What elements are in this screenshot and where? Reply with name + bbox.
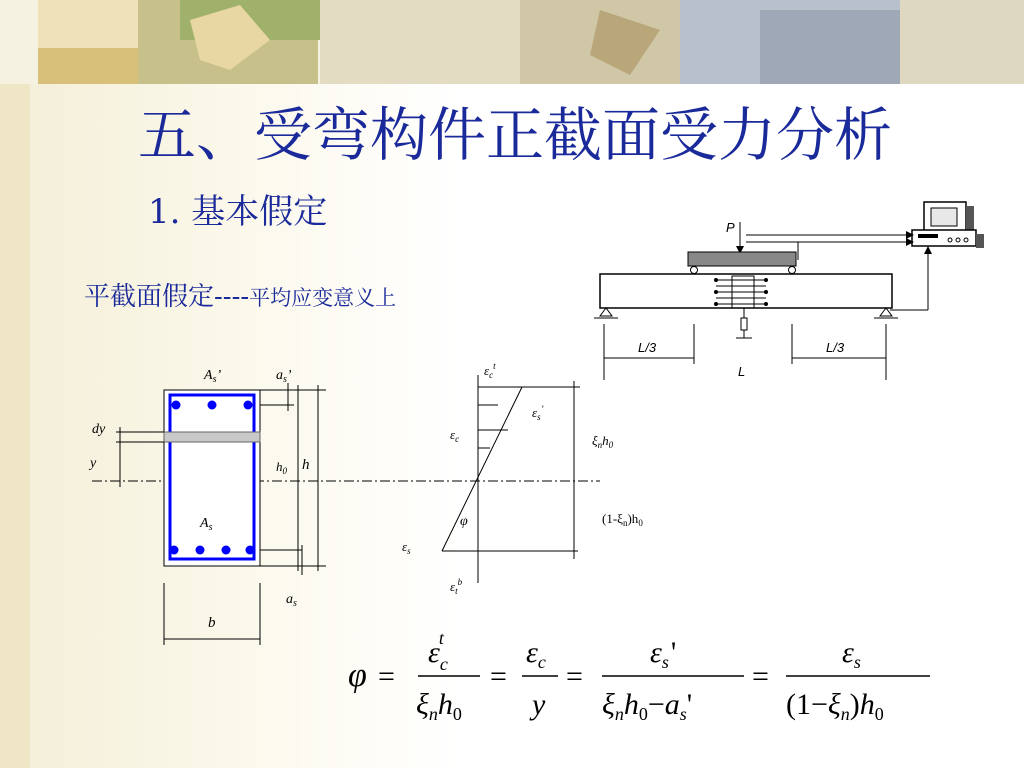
eq-frac1-num: $\varepsilon_ct$: [428, 628, 448, 674]
eq-lhs: φ: [348, 657, 367, 694]
eq-frac4-num: $\varepsilon_s$: [842, 636, 861, 672]
eq-frac2-num: $\varepsilon_c$: [526, 636, 546, 672]
label-b: b: [208, 615, 216, 631]
label-as-bottom: $A_s$: [200, 516, 213, 533]
eq-equals-4: =: [752, 660, 769, 693]
label-as-dim: $a_s$: [286, 592, 297, 609]
beam-section: [164, 390, 260, 566]
eq-frac3-num: $\varepsilon_s'$: [650, 636, 677, 672]
label-one-minus-xin-h0: $(1-\xi_n)h_0$: [602, 511, 643, 528]
label-xin-h0: $\xi_nh_0$: [592, 433, 614, 450]
curvature-equation: [340, 620, 960, 730]
hypothesis-line: [84, 276, 396, 313]
computer-icon: [912, 202, 984, 248]
eq-equals-2: =: [490, 660, 507, 693]
dim-l: L: [738, 364, 746, 379]
label-as-prime-dim: $a_s$’: [276, 368, 292, 385]
hypothesis-main: 平截面假定: [84, 282, 215, 312]
label-etb: $\varepsilon_t^b$: [450, 577, 463, 596]
eq-frac1-den: $\xi_nh_0$: [416, 688, 462, 724]
label-ec: $\varepsilon_c$: [450, 427, 460, 444]
hypothesis-dashes: ----: [214, 282, 250, 312]
label-es: $\varepsilon_s$: [402, 539, 411, 556]
label-phi: φ: [460, 514, 468, 529]
hypothesis-note: 平均应变意义上: [249, 286, 397, 310]
label-as-top: $A_s$’: [204, 368, 222, 385]
eq-frac3-den: $\xi_nh_0-a_s'$: [602, 688, 693, 724]
label-y: y: [90, 456, 97, 471]
section-strain-diagram: [80, 355, 700, 655]
label-dy: dy: [92, 422, 106, 437]
label-ect: $\varepsilon_c^t$: [484, 361, 496, 380]
dim-l3-right: L/3: [826, 340, 845, 355]
slide-title: 五、受弯构件正截面受力分析: [138, 101, 893, 169]
eq-equals-3: =: [566, 660, 583, 693]
beam-test-diagram: [590, 200, 1010, 380]
eq-frac4-den: $(1-\xi_n)h_0$: [786, 688, 884, 724]
slide-subtitle: 1. 基本假定: [148, 192, 328, 232]
label-es-prime: $\varepsilon_s^’$: [532, 404, 544, 422]
label-h0: $h_0$: [276, 459, 287, 476]
eq-frac2-den: y: [532, 688, 546, 721]
eq-equals-1: =: [378, 660, 395, 693]
load-label: P: [726, 220, 735, 235]
dim-l3-left: L/3: [638, 340, 657, 355]
strain-profile: [442, 375, 580, 583]
label-h: h: [302, 457, 310, 473]
